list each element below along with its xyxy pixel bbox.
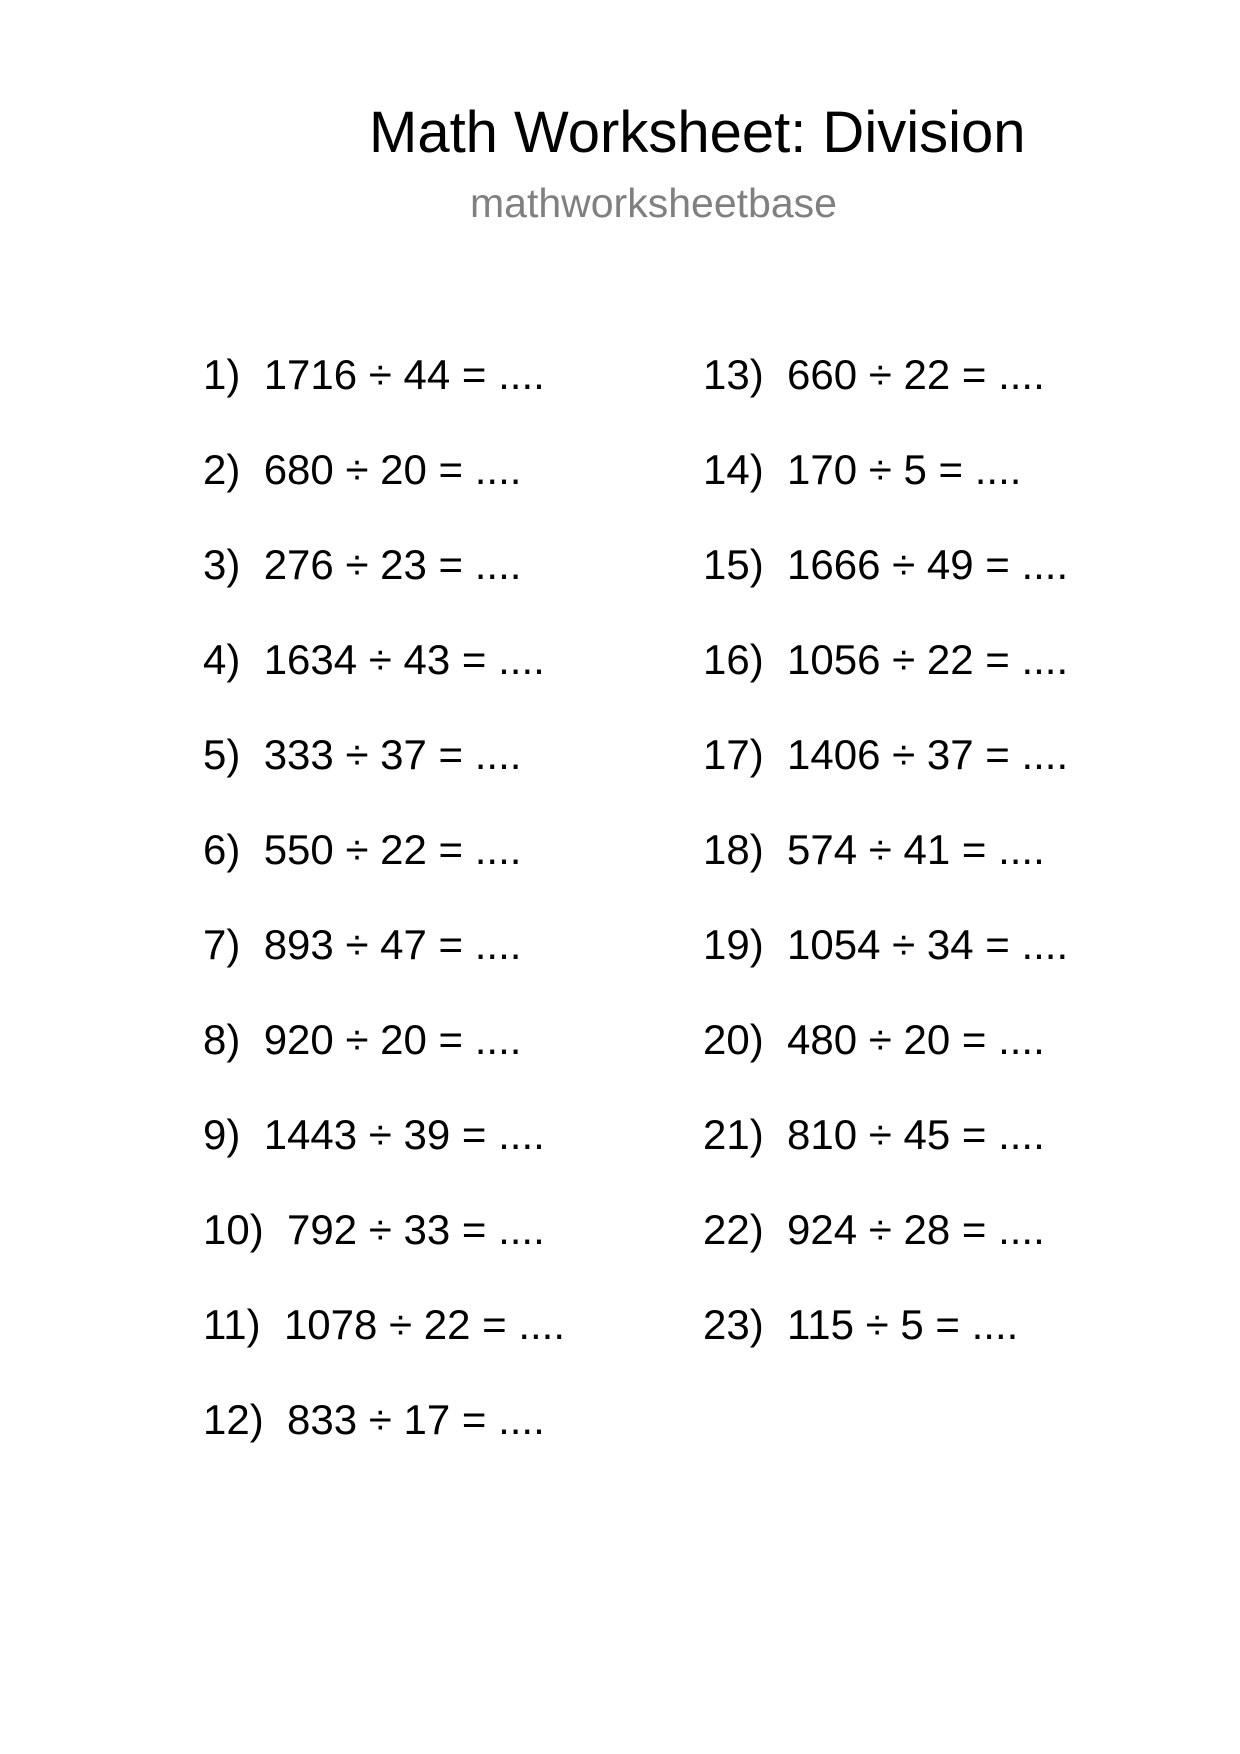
problem-number: 18) [703,826,764,873]
problem-expression: 276 ÷ 23 = .... [263,541,522,588]
problem-number: 6) [203,826,241,873]
problem-item [203,1395,545,1445]
problem-number: 23) [703,1301,764,1348]
problem-expression: 333 ÷ 37 = .... [263,731,522,778]
problem-expression: 1716 ÷ 44 = .... [263,351,545,398]
problem-number: 3) [203,541,241,588]
problem-expression: 833 ÷ 17 = .... [287,1396,545,1443]
problem-number: 12) [203,1396,264,1443]
problem-number: 5) [203,731,241,778]
problem-expression: 792 ÷ 33 = .... [287,1206,545,1253]
problem-item [203,540,521,590]
problem-item [203,635,545,685]
problem-item [203,825,521,875]
problem-item [703,920,1068,970]
problem-expression: 480 ÷ 20 = .... [787,1016,1045,1063]
problem-number: 14) [703,446,764,493]
problem-item [203,445,521,495]
problem-expression: 893 ÷ 47 = .... [263,921,522,968]
problem-item [703,540,1068,590]
problem-number: 11) [203,1301,261,1348]
problem-item [703,1110,1045,1160]
problem-number: 1) [203,351,241,398]
problem-item [703,445,1021,495]
problem-item [703,730,1068,780]
problem-expression: 1406 ÷ 37 = .... [787,731,1069,778]
problem-expression: 920 ÷ 20 = .... [263,1016,522,1063]
problem-number: 17) [703,731,764,778]
problem-item [703,350,1045,400]
problem-item [203,1205,545,1255]
problem-item [703,1015,1045,1065]
problem-number: 15) [703,541,764,588]
problem-expression: 1078 ÷ 22 = .... [283,1301,566,1348]
problem-item [703,1205,1045,1255]
page-subtitle: mathworksheetbase [470,180,837,226]
problem-number: 20) [703,1016,764,1063]
problem-expression: 1056 ÷ 22 = .... [787,636,1069,683]
problem-item [703,635,1068,685]
problem-number: 4) [203,636,241,683]
problem-item [203,1110,545,1160]
problem-number: 8) [203,1016,241,1063]
problem-item [703,825,1045,875]
problem-expression: 1634 ÷ 43 = .... [263,636,545,683]
problem-number: 16) [703,636,764,683]
problem-number: 22) [703,1206,764,1253]
problem-expression: 924 ÷ 28 = .... [787,1206,1045,1253]
problem-expression: 1054 ÷ 34 = .... [787,921,1069,968]
problem-number: 9) [203,1111,241,1158]
problem-number: 19) [703,921,764,968]
problem-number: 13) [703,351,764,398]
problem-number: 2) [203,446,241,493]
problem-expression: 1666 ÷ 49 = .... [787,541,1069,588]
problem-expression: 1443 ÷ 39 = .... [263,1111,545,1158]
problem-number: 10) [203,1206,264,1253]
page-title: Math Worksheet: Division [369,100,1026,165]
problem-item [203,730,521,780]
problem-expression: 170 ÷ 5 = .... [787,446,1022,493]
problem-number: 7) [203,921,241,968]
problem-item [203,1015,521,1065]
problem-expression: 115 ÷ 5 = .... [787,1301,1019,1348]
problem-item [203,920,521,970]
problem-expression: 550 ÷ 22 = .... [263,826,522,873]
problem-expression: 680 ÷ 20 = .... [263,446,522,493]
problem-number: 21) [703,1111,764,1158]
problem-item [203,1300,565,1350]
problem-expression: 810 ÷ 45 = .... [787,1111,1045,1158]
problem-item [203,350,545,400]
problem-expression: 660 ÷ 22 = .... [787,351,1045,398]
problem-expression: 574 ÷ 41 = .... [787,826,1045,873]
problem-item [703,1300,1018,1350]
